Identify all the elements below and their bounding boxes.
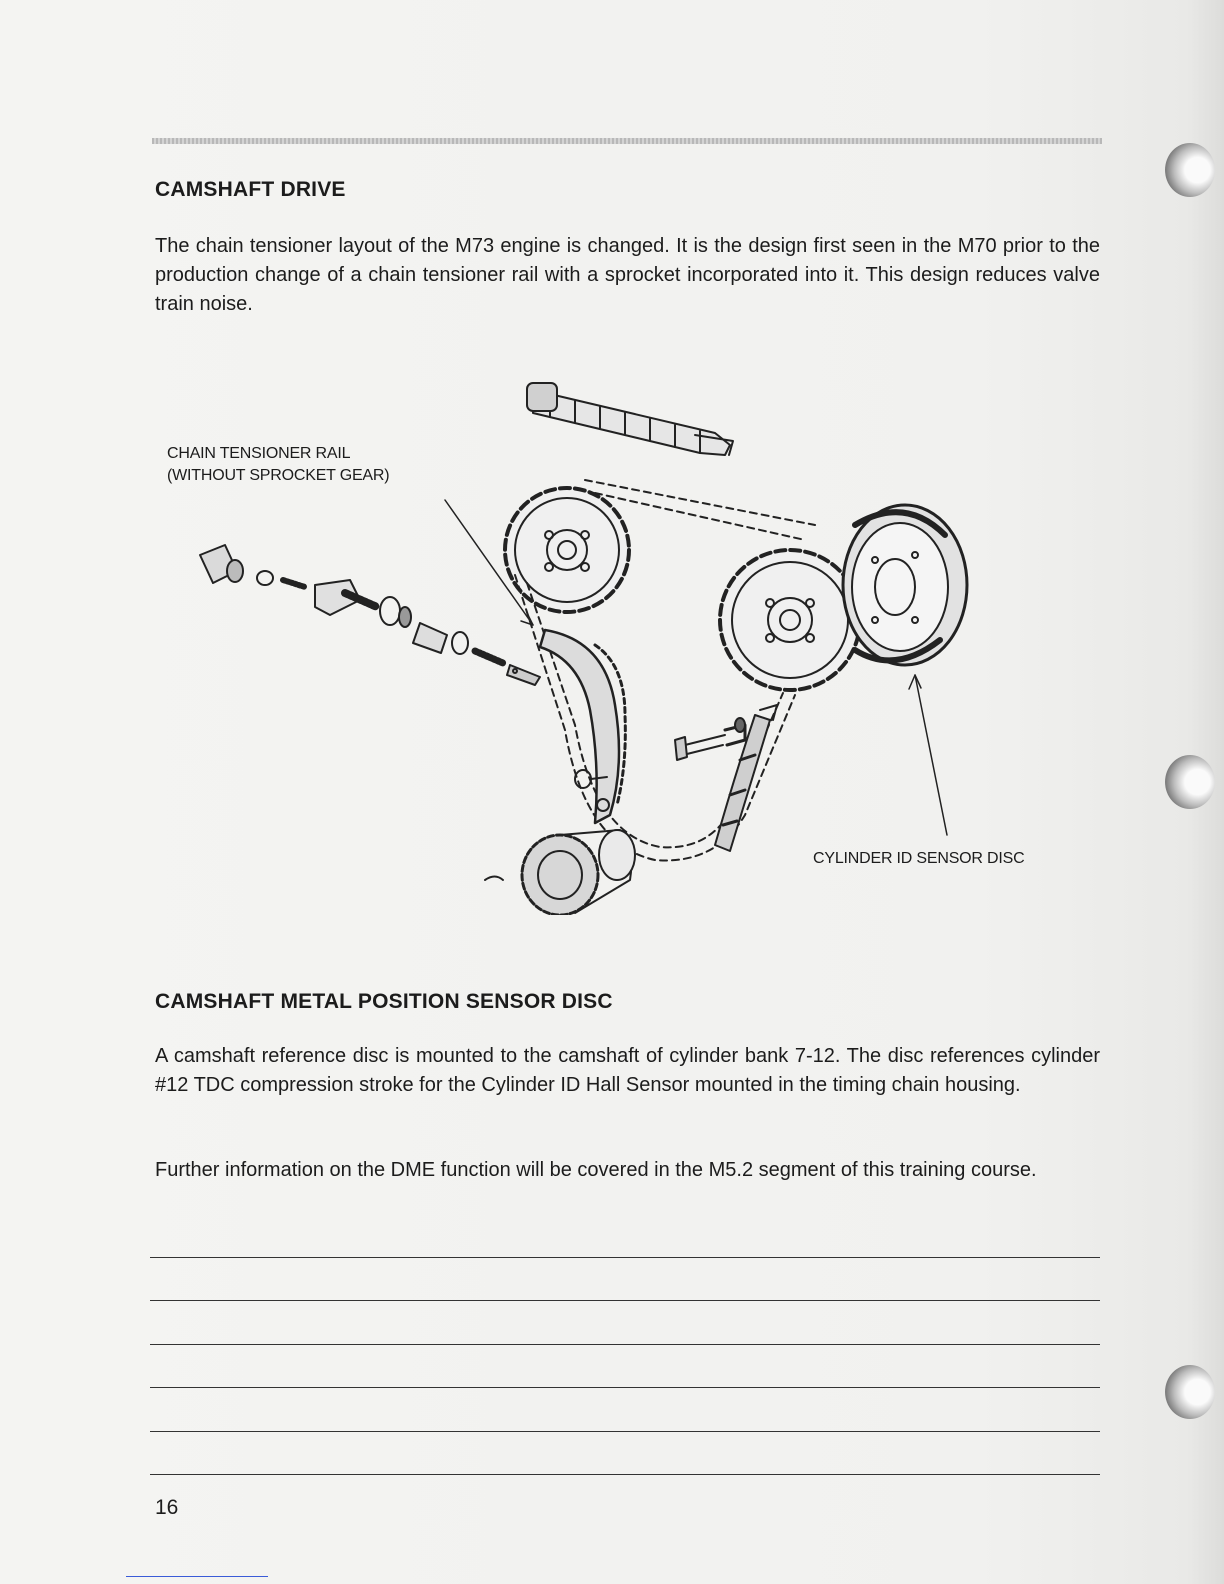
footer-underline bbox=[126, 1576, 268, 1577]
header-rule bbox=[152, 138, 1102, 144]
note-line bbox=[150, 1344, 1100, 1345]
left-camshaft-sprocket bbox=[505, 488, 629, 612]
tensioner-rail-callout bbox=[167, 443, 389, 487]
note-line bbox=[150, 1300, 1100, 1301]
section-title-metal-position-sensor-disc: CAMSHAFT METAL POSITION SENSOR DISC bbox=[155, 990, 613, 1013]
chain-tensioner-assembly bbox=[200, 545, 540, 685]
crankshaft-sprocket bbox=[485, 830, 635, 915]
tensioner-rail-callout-line1: CHAIN TENSIONER RAIL bbox=[167, 445, 351, 462]
sensor-disc-callout: CYLINDER ID SENSOR DISC bbox=[813, 850, 1025, 867]
sensor-disc-paragraph: A camshaft reference disc is mounted to the camshaft of cylinder bank 7-12. The disc references cylinder #12 TDC compression stroke for the Cylinder ID Hall Sensor mounted in the timing chain housing. bbox=[155, 1045, 1100, 1096]
binder-hole-icon bbox=[1165, 1365, 1215, 1419]
page-number: 16 bbox=[155, 1496, 179, 1519]
note-line bbox=[150, 1474, 1100, 1475]
binder-hole-icon bbox=[1165, 143, 1215, 197]
further-info-paragraph: Further information on the DME function will be covered in the M5.2 segment of this training course. bbox=[155, 1159, 1037, 1181]
cylinder-id-sensor-disc bbox=[843, 505, 967, 665]
tensioner-rail-callout-line2: (WITHOUT SPROCKET GEAR) bbox=[167, 467, 390, 484]
binder-hole-icon bbox=[1165, 755, 1215, 809]
tensioner-bolt bbox=[675, 718, 745, 760]
right-camshaft-sprocket bbox=[720, 550, 860, 690]
camshaft-drive-diagram bbox=[155, 375, 1100, 915]
section-title-camshaft-drive: CAMSHAFT DRIVE bbox=[155, 178, 346, 201]
note-line bbox=[150, 1431, 1100, 1432]
sensor-disc-leader-line bbox=[915, 675, 947, 835]
note-line bbox=[150, 1257, 1100, 1258]
note-line bbox=[150, 1387, 1100, 1388]
camshaft-drive-paragraph: The chain tensioner layout of the M73 engine is changed. It is the design first seen in the M70 prior to the production change of a chain tensioner rail with a sprocket incorporated into it. This design reduces valve train noise. bbox=[155, 235, 1100, 315]
upper-chain-guide-rail bbox=[527, 383, 733, 455]
